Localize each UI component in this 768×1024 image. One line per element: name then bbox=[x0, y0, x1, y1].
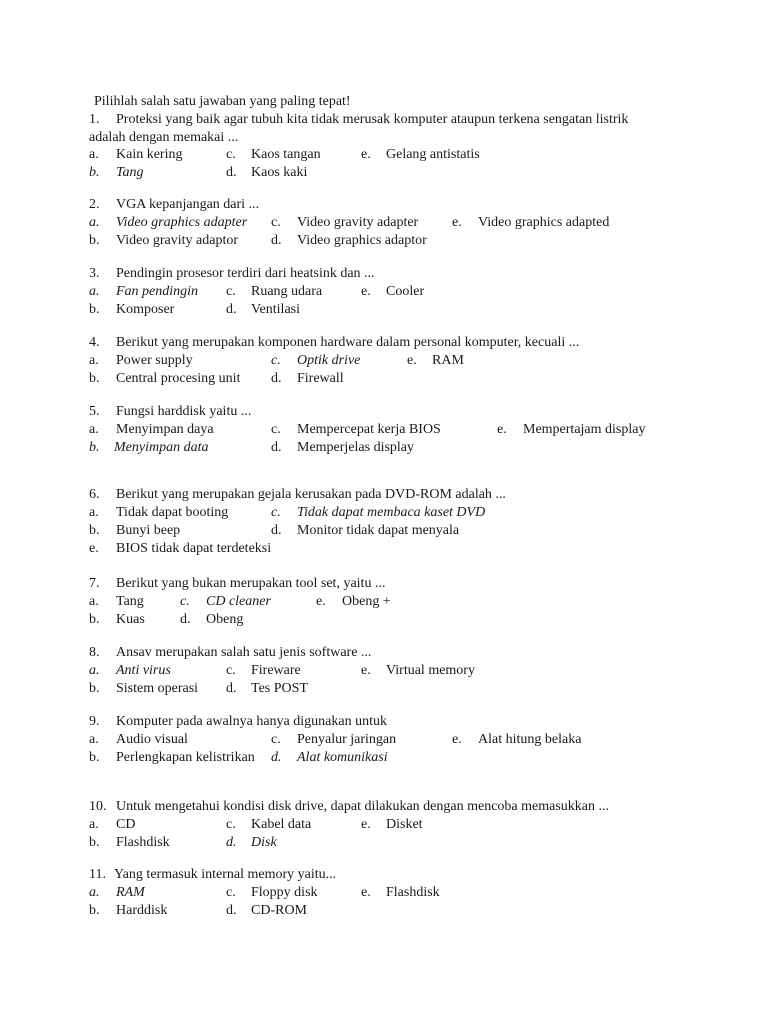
option-letter: d. bbox=[271, 371, 282, 386]
options-row bbox=[89, 611, 748, 629]
option-a: Tang bbox=[116, 594, 144, 609]
options-row bbox=[89, 214, 748, 232]
option-letter: e. bbox=[361, 284, 371, 299]
option-b: Harddisk bbox=[116, 903, 168, 918]
option-letter: d. bbox=[271, 440, 282, 455]
option-e: Virtual memory bbox=[386, 663, 475, 678]
option-letter: a. bbox=[89, 885, 100, 900]
options-row bbox=[89, 662, 748, 680]
options-row bbox=[89, 301, 748, 319]
option-letter: a. bbox=[89, 284, 100, 299]
option-d: CD-ROM bbox=[251, 903, 308, 918]
options-row bbox=[89, 884, 748, 902]
option-e: Flashdisk bbox=[386, 885, 440, 900]
option-a: Tidak dapat booting bbox=[116, 505, 229, 520]
option-b: Flashdisk bbox=[116, 835, 170, 850]
option-d: Obeng bbox=[206, 612, 244, 627]
option-e: RAM bbox=[432, 353, 464, 368]
option-letter: a. bbox=[89, 732, 99, 747]
option-letter: e. bbox=[452, 732, 462, 747]
question-text: VGA kepanjangan dari ... bbox=[116, 197, 260, 212]
option-d: Ventilasi bbox=[251, 302, 300, 317]
option-letter: e. bbox=[316, 594, 326, 609]
option-letter: b. bbox=[89, 681, 100, 696]
option-b: Video gravity adaptor bbox=[116, 233, 239, 248]
options-row bbox=[89, 680, 748, 698]
options-row bbox=[89, 352, 748, 370]
option-letter: b. bbox=[89, 835, 100, 850]
option-a: CD bbox=[116, 817, 136, 832]
question-number: 3. bbox=[89, 266, 100, 281]
option-letter: e. bbox=[497, 422, 507, 437]
option-letter: d. bbox=[271, 750, 282, 765]
question-2 bbox=[89, 196, 748, 214]
option-letter: e. bbox=[361, 663, 371, 678]
options-row bbox=[89, 749, 748, 767]
option-a: Power supply bbox=[116, 353, 193, 368]
option-d: Video graphics adaptor bbox=[297, 233, 427, 248]
option-d: Firewall bbox=[297, 371, 344, 386]
option-c: Penyalur jaringan bbox=[297, 732, 397, 747]
question-9 bbox=[89, 713, 748, 731]
option-letter: b. bbox=[89, 233, 100, 248]
question-1-text-cont: adalah dengan memakai ... bbox=[89, 130, 239, 145]
option-letter: a. bbox=[89, 663, 100, 678]
options-row bbox=[89, 146, 748, 164]
option-b: Sistem operasi bbox=[116, 681, 199, 696]
option-letter: a. bbox=[89, 817, 99, 832]
option-b: Bunyi beep bbox=[116, 523, 181, 538]
option-letter: b. bbox=[89, 440, 100, 455]
option-letter: d. bbox=[226, 835, 237, 850]
option-a: Fan pendingin bbox=[116, 284, 199, 299]
question-text: Berikut yang merupakan komponen hardware dalam personal komputer, kecuali ... bbox=[116, 335, 580, 350]
question-text: Komputer pada awalnya hanya digunakan untuk bbox=[116, 714, 387, 729]
options-row bbox=[89, 164, 748, 182]
option-d: Kaos kaki bbox=[251, 165, 308, 180]
options-row bbox=[89, 834, 748, 852]
options-row bbox=[89, 731, 748, 749]
question-text: Ansav merupakan salah satu jenis software ... bbox=[116, 645, 372, 660]
option-letter: c. bbox=[271, 732, 281, 747]
option-letter: a. bbox=[89, 147, 99, 162]
option-letter: a. bbox=[89, 215, 100, 230]
option-letter: b. bbox=[89, 165, 100, 180]
option-letter: e. bbox=[452, 215, 462, 230]
option-letter: d. bbox=[180, 612, 191, 627]
question-8 bbox=[89, 644, 748, 662]
question-1 bbox=[89, 111, 748, 129]
option-c: Ruang udara bbox=[251, 284, 323, 299]
option-e: Disket bbox=[386, 817, 423, 832]
option-a: Video graphics adapter bbox=[116, 215, 248, 230]
option-d: Alat komunikasi bbox=[297, 750, 388, 765]
option-e: Mempertajam display bbox=[523, 422, 646, 437]
option-letter: c. bbox=[271, 505, 281, 520]
question-number: 4. bbox=[89, 335, 100, 350]
options-row bbox=[89, 816, 748, 834]
option-letter: b. bbox=[89, 371, 100, 386]
option-a: Audio visual bbox=[116, 732, 188, 747]
question-6 bbox=[89, 486, 748, 504]
question-text: Untuk mengetahui kondisi disk drive, dapat dilakukan dengan mencoba memasukkan ... bbox=[116, 799, 609, 814]
option-d: Monitor tidak dapat menyala bbox=[297, 523, 460, 538]
option-letter: d. bbox=[271, 523, 282, 538]
option-e: Gelang antistatis bbox=[386, 147, 480, 162]
option-e: Cooler bbox=[386, 284, 425, 299]
option-letter: c. bbox=[226, 817, 236, 832]
question-3 bbox=[89, 265, 748, 283]
option-letter: c. bbox=[226, 147, 236, 162]
options-row bbox=[89, 370, 748, 388]
option-e: Video graphics adapted bbox=[478, 215, 610, 230]
option-a: Anti virus bbox=[116, 663, 171, 678]
options-row bbox=[89, 593, 748, 611]
option-b: Kuas bbox=[116, 612, 145, 627]
options-row bbox=[89, 232, 748, 250]
option-letter: d. bbox=[226, 165, 237, 180]
options-row bbox=[89, 540, 748, 558]
question-text: Proteksi yang baik agar tubuh kita tidak merusak komputer ataupun terkena sengatan listrik bbox=[116, 112, 629, 127]
option-letter: c. bbox=[226, 885, 236, 900]
question-number: 10. bbox=[89, 799, 107, 814]
question-11 bbox=[89, 866, 748, 884]
option-letter: c. bbox=[271, 353, 281, 368]
question-7 bbox=[89, 575, 748, 593]
options-row bbox=[89, 421, 748, 439]
option-e: Alat hitung belaka bbox=[478, 732, 582, 747]
option-letter: c. bbox=[226, 663, 236, 678]
option-c: Tidak dapat membaca kaset DVD bbox=[297, 505, 486, 520]
option-letter: d. bbox=[226, 903, 237, 918]
option-c: Floppy disk bbox=[251, 885, 318, 900]
question-number: 2. bbox=[89, 197, 100, 212]
option-letter: e. bbox=[89, 541, 99, 556]
option-letter: a. bbox=[89, 594, 99, 609]
question-number: 9. bbox=[89, 714, 100, 729]
option-letter: d. bbox=[226, 302, 237, 317]
question-number: 11. bbox=[89, 867, 106, 882]
option-c: Kaos tangan bbox=[251, 147, 321, 162]
option-letter: c. bbox=[271, 422, 281, 437]
options-row bbox=[89, 283, 748, 301]
question-number: 6. bbox=[89, 487, 100, 502]
option-letter: a. bbox=[89, 422, 99, 437]
question-number: 8. bbox=[89, 645, 100, 660]
options-row bbox=[89, 439, 748, 457]
option-letter: d. bbox=[226, 681, 237, 696]
option-a: Menyimpan daya bbox=[116, 422, 214, 437]
option-b: Tang bbox=[116, 165, 144, 180]
question-text: Fungsi harddisk yaitu ... bbox=[116, 404, 252, 419]
option-letter: e. bbox=[361, 885, 371, 900]
option-c: Optik drive bbox=[297, 353, 361, 368]
option-b: Komposer bbox=[116, 302, 175, 317]
question-text: Berikut yang merupakan gejala kerusakan pada DVD-ROM adalah ... bbox=[116, 487, 506, 502]
option-letter: c. bbox=[180, 594, 190, 609]
option-letter: b. bbox=[89, 302, 100, 317]
question-5 bbox=[89, 403, 748, 421]
question-number: 5. bbox=[89, 404, 100, 419]
question-10 bbox=[89, 798, 748, 816]
option-b: Menyimpan data bbox=[114, 440, 209, 455]
option-letter: a. bbox=[89, 353, 99, 368]
question-number: 1. bbox=[89, 112, 100, 127]
option-letter: c. bbox=[226, 284, 236, 299]
options-row bbox=[89, 902, 748, 920]
option-letter: c. bbox=[271, 215, 281, 230]
option-d: Tes POST bbox=[251, 681, 308, 696]
option-c: Mempercepat kerja BIOS bbox=[297, 422, 441, 437]
option-letter: b. bbox=[89, 523, 100, 538]
option-d: Disk bbox=[251, 835, 277, 850]
option-c: Fireware bbox=[251, 663, 301, 678]
option-letter: e. bbox=[361, 147, 371, 162]
option-letter: e. bbox=[407, 353, 417, 368]
option-e: BIOS tidak dapat terdeteksi bbox=[116, 541, 272, 556]
option-letter: b. bbox=[89, 750, 100, 765]
option-c: CD cleaner bbox=[206, 594, 271, 609]
instruction: Pilihlah salah satu jawaban yang paling tepat! bbox=[94, 94, 351, 109]
option-letter: b. bbox=[89, 612, 100, 627]
question-number: 7. bbox=[89, 576, 100, 591]
question-4 bbox=[89, 334, 748, 352]
option-b: Perlengkapan kelistrikan bbox=[116, 750, 255, 765]
option-letter: b. bbox=[89, 903, 100, 918]
option-a: RAM bbox=[116, 885, 145, 900]
option-a: Kain kering bbox=[116, 147, 183, 162]
option-letter: a. bbox=[89, 505, 99, 520]
question-text: Yang termasuk internal memory yaitu... bbox=[114, 867, 337, 882]
option-letter: d. bbox=[271, 233, 282, 248]
option-d: Memperjelas display bbox=[297, 440, 415, 455]
question-text: Berikut yang bukan merupakan tool set, yaitu ... bbox=[116, 576, 386, 591]
option-b: Central procesing unit bbox=[116, 371, 241, 386]
question-text: Pendingin prosesor terdiri dari heatsink dan ... bbox=[116, 266, 375, 281]
option-e: Obeng + bbox=[342, 594, 391, 609]
options-row bbox=[89, 522, 748, 540]
option-letter: e. bbox=[361, 817, 371, 832]
option-c: Kabel data bbox=[251, 817, 312, 832]
option-c: Video gravity adapter bbox=[297, 215, 419, 230]
options-row bbox=[89, 504, 748, 522]
